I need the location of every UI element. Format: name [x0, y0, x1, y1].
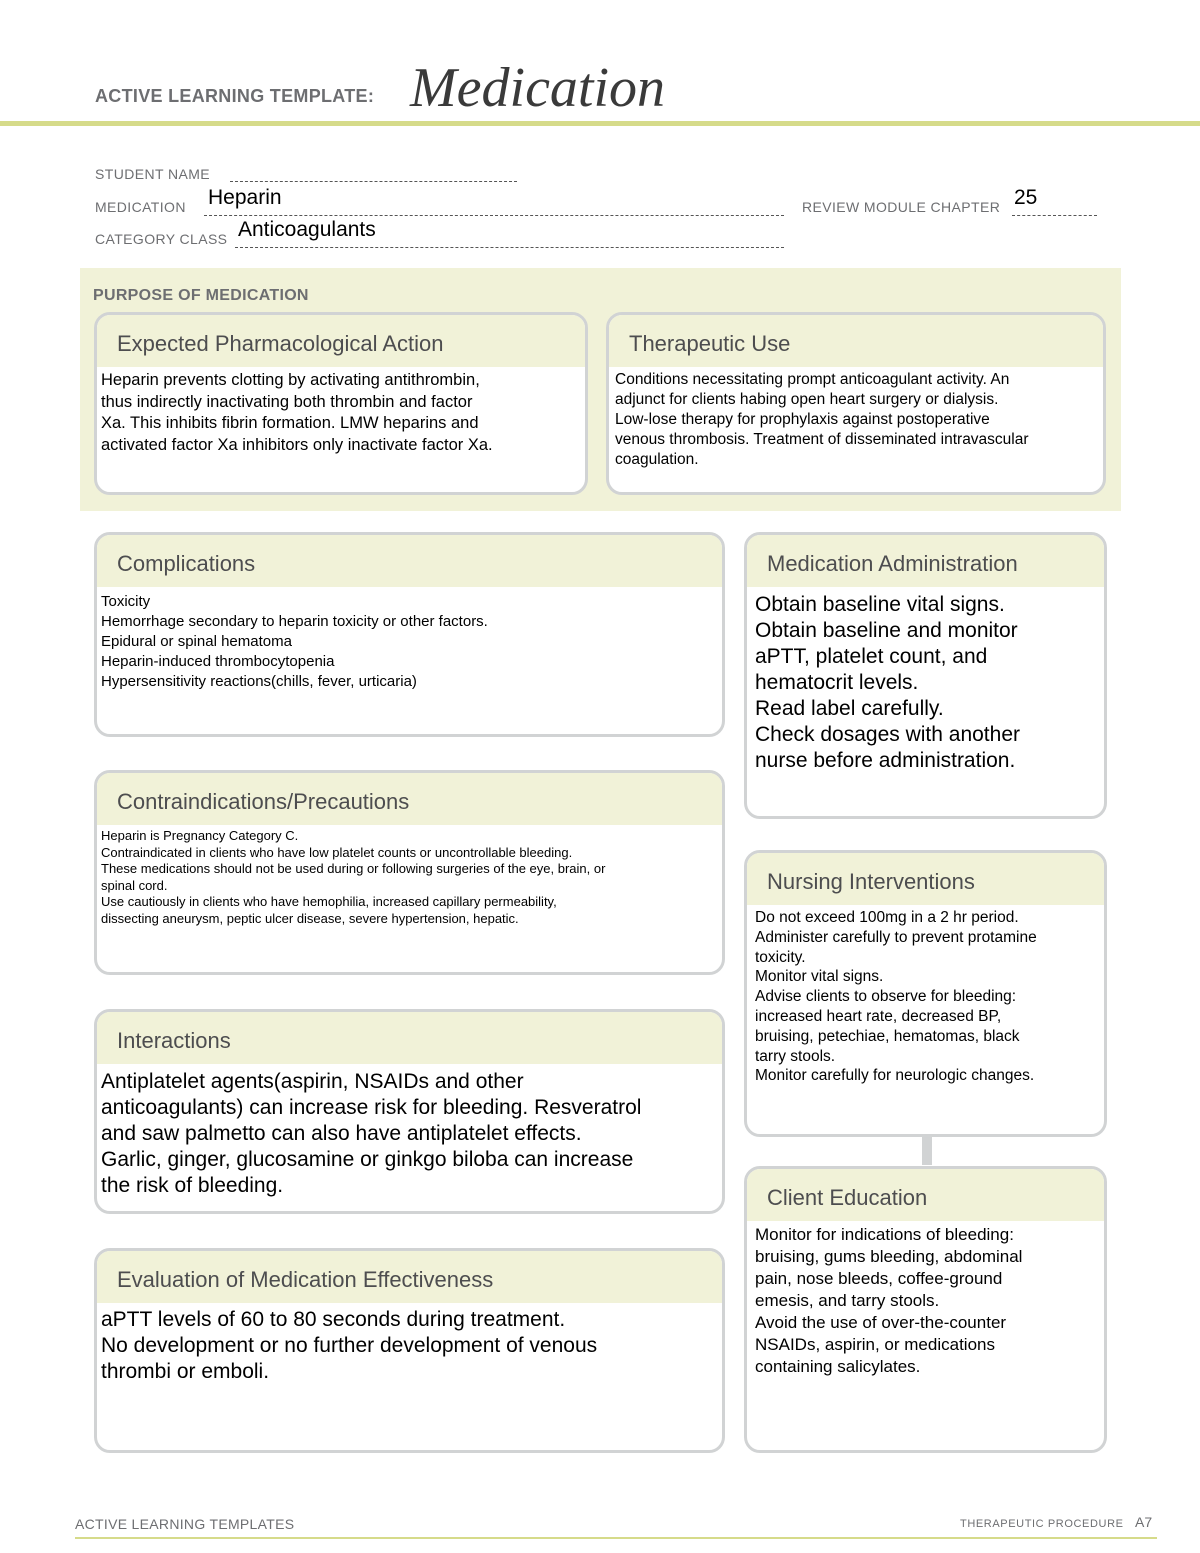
purpose-title: PURPOSE OF MEDICATION — [93, 287, 309, 304]
medication-administration-box — [744, 532, 1107, 819]
interactions-title: Interactions — [97, 1012, 722, 1064]
nursing-interventions-title: Nursing Interventions — [747, 853, 1104, 905]
expected-action-title: Expected Pharmacological Action — [97, 315, 585, 367]
review-module-label: REVIEW MODULE CHAPTER — [802, 199, 1001, 215]
client-education-text[interactable]: Monitor for indications of bleeding: bruising, gums bleeding, abdominal pain, nose bleeds, coffee-ground emesis, and tarry stools. Avoid the use of over-the-counter NSAIDs, aspirin, or medications containing salicylates. — [755, 1225, 1023, 1376]
therapeutic-use-title: Therapeutic Use — [609, 315, 1103, 367]
review-module-field[interactable] — [1012, 214, 1097, 216]
medication-administration-text[interactable]: Obtain baseline vital signs. Obtain baseline and monitor aPTT, platelet count, and hematocrit levels. Read label carefully. Check dosages with another nurse before administration. — [755, 593, 1020, 772]
client-education-title: Client Education — [747, 1169, 1104, 1221]
contraindications-title: Contraindications/Precautions — [97, 773, 722, 825]
nursing-interventions-box — [744, 850, 1107, 1137]
footer-left-text: ACTIVE LEARNING TEMPLATES — [75, 1516, 295, 1532]
medication-administration-title: Medication Administration — [747, 535, 1104, 587]
contraindications-box — [94, 770, 725, 975]
student-name-field[interactable] — [230, 181, 517, 182]
interactions-box — [94, 1009, 725, 1214]
footer-divider — [75, 1537, 1157, 1539]
evaluation-text[interactable]: aPTT levels of 60 to 80 seconds during treatment. No development or no further development of venous thrombi or emboli. — [101, 1308, 598, 1383]
client-education-box — [744, 1166, 1107, 1453]
complications-title: Complications — [97, 535, 722, 587]
medication-value: Heparin — [208, 186, 282, 209]
therapeutic-use-box — [606, 312, 1106, 495]
evaluation-title: Evaluation of Medication Effectiveness — [97, 1251, 722, 1303]
therapeutic-use-text[interactable]: Conditions necessitating prompt anticoagulant activity. An adjunct for clients habing open heart surgery or dialysis. Low-lose therapy for prophylaxis against postoperative venous thrombosis. Treatment of disseminated intravascular coagulation. — [615, 371, 1029, 468]
template-label: ACTIVE LEARNING TEMPLATE: — [95, 86, 375, 106]
category-class-value: Anticoagulants — [238, 218, 376, 241]
medication-field[interactable] — [204, 214, 784, 216]
category-class-field[interactable] — [235, 246, 784, 248]
student-name-label: STUDENT NAME — [95, 166, 210, 182]
page-title: Medication — [410, 57, 666, 119]
interactions-text[interactable]: Antiplatelet agents(aspirin, NSAIDs and other anticoagulants) can increase risk for bleeding. Resveratrol and saw palmetto can also have antiplatelet effects. Garlic, ginger, glucosamine or ginkgo biloba can increase the risk of bleeding. — [101, 1070, 642, 1197]
footer-right-text: THERAPEUTIC PROCEDURE — [960, 1518, 1124, 1530]
contraindications-text[interactable]: Heparin is Pregnancy Category C. Contraindicated in clients who have low platelet counts or uncontrollable bleeding. These medications should not be used during or following surgeries of the eye, brain, or spinal cord. Use cautiously in clients who have hemophilia, increased capillary permeability, dissecting aneurysm, peptic ulcer disease, severe hypertension, hepatic. — [101, 828, 606, 926]
column-connector — [922, 1135, 932, 1165]
category-class-label: CATEGORY CLASS — [95, 231, 228, 247]
page-number: A7 — [1135, 1514, 1153, 1530]
expected-action-box — [94, 312, 588, 495]
expected-action-text[interactable]: Heparin prevents clotting by activating antithrombin, thus indirectly inactivating both thrombin and factor Xa. This inhibits fibrin formation. LMW heparins and activated factor Xa inhibitors only inactivate factor Xa. — [101, 371, 493, 454]
nursing-interventions-text[interactable]: Do not exceed 100mg in a 2 hr period. Administer carefully to prevent protamine toxicity. Monitor vital signs. Advise clients to observe for bleeding: increased heart rate, decreased BP, bruising, petechiae, hematomas, black tarry stools. Monitor carefully for neurologic changes. — [755, 909, 1037, 1085]
medication-label: MEDICATION — [95, 199, 186, 215]
header-divider — [0, 121, 1200, 126]
evaluation-box — [94, 1248, 725, 1453]
complications-box — [94, 532, 725, 737]
review-module-value: 25 — [1014, 186, 1038, 209]
complications-text[interactable]: Toxicity Hemorrhage secondary to heparin toxicity or other factors. Epidural or spinal hematoma Heparin-induced thrombocytopenia Hypersensitivity reactions(chills, fever, urticaria) — [101, 593, 488, 690]
